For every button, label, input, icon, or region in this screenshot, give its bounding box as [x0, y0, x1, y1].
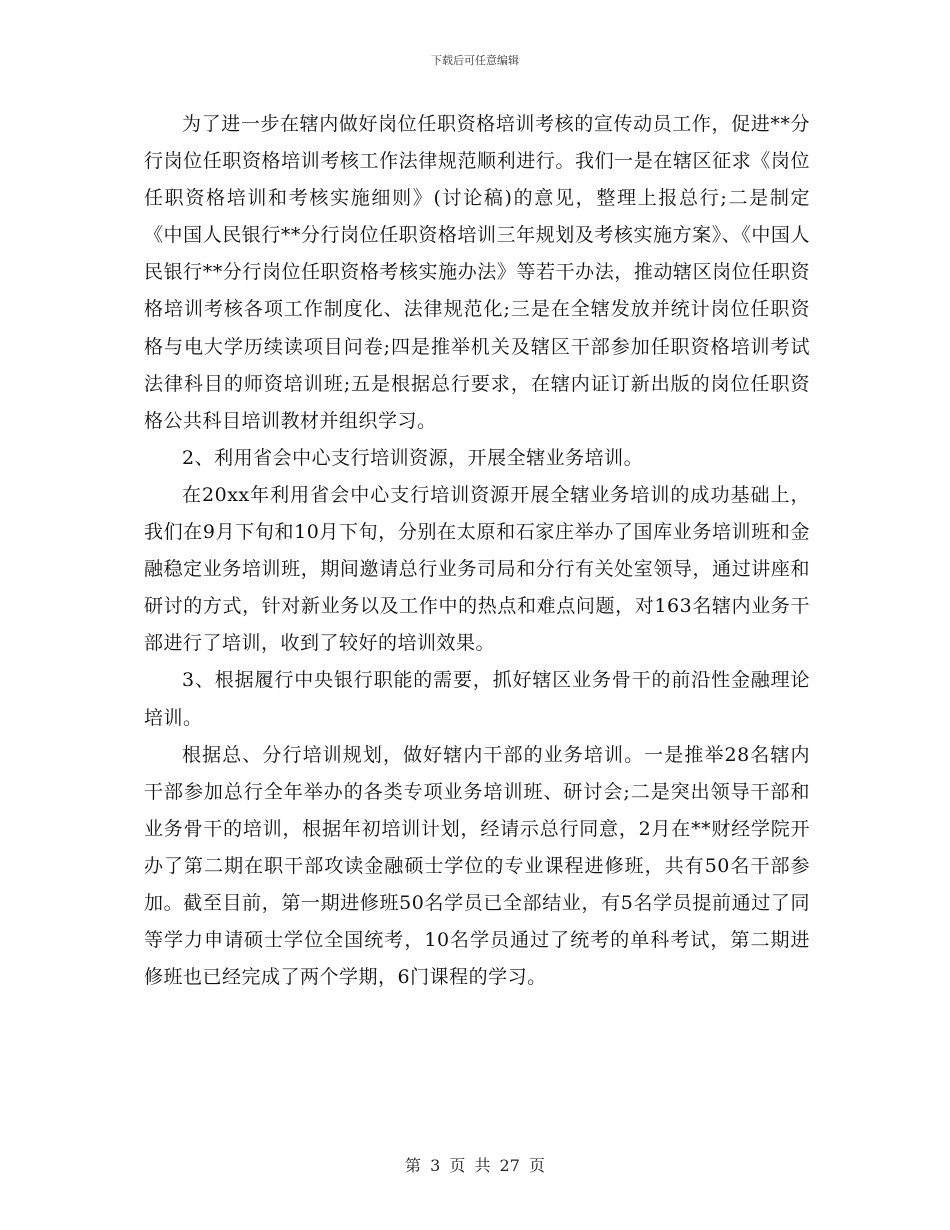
- paragraph-1: 为了进一步在辖内做好岗位任职资格培训考核的宣传动员工作，促进**分行岗位任职资格培训考核工作法律规范顺利进行。我们一是在辖区征求《岗位任职资格培训和考核实施细则》(讨论稿)的意见，整理上报总行;二是制定《中国人民银行**分行岗位任职资格培训三年规划及考核实施方案》、《中国人民银行**分行岗位任职资格考核实施办法》等若干办法，推动辖区岗位任职资格培训考核各项工作制度化、法律规范化;三是在全辖发放并统计岗位任职资格与电大学历续读项目问卷;四是推举机关及辖区干部参加任职资格培训考试法律科目的师资培训班;五是根据总行要求，在辖内证订新出版的岗位任职资格公共科目培训教材并组织学习。: [144, 113, 810, 432]
- paragraph-4-heading: 3、根据履行中央银行职能的需要，抓好辖区业务骨干的前沿性金融理论培训。: [144, 669, 810, 729]
- paragraph-3: 在20xx年利用省会中心支行培训资源开展全辖业务培训的成功基础上，我们在9月下旬和10月下旬，分别在太原和石家庄举办了国库业务培训班和金融稳定业务培训班，期间邀请总行业务司局和分行有关处室领导，通过讲座和研讨的方式，针对新业务以及工作中的热点和难点问题，对163名辖内业务干部进行了培训，收到了较好的培训效果。: [144, 483, 810, 655]
- page-number-footer: 第 3 页 共 27 页: [405, 1156, 545, 1175]
- paragraph-5: 根据总、分行培训规划，做好辖内干部的业务培训。一是推举28名辖内干部参加总行全年举办的各类专项业务培训班、研讨会;二是突出领导干部和业务骨干的培训，根据年初培训计划，经请示总行同意，2月在**财经学院开办了第二期在职干部攻读金融硕士学位的专业课程进修班，共有50名干部参加。截至目前，第一期进修班50名学员已全部结业，有5名学员提前通过了同等学力申请硕士学位全国统考，10名学员通过了统考的单科考试，第二期进修班也已经完成了两个学期，6门课程的学习。: [144, 743, 810, 989]
- paragraph-2-heading: 2、利用省会中心支行培训资源，开展全辖业务培训。: [182, 446, 644, 469]
- document-body: [144, 106, 810, 996]
- page-header-note: 下载后可任意编辑: [431, 54, 519, 67]
